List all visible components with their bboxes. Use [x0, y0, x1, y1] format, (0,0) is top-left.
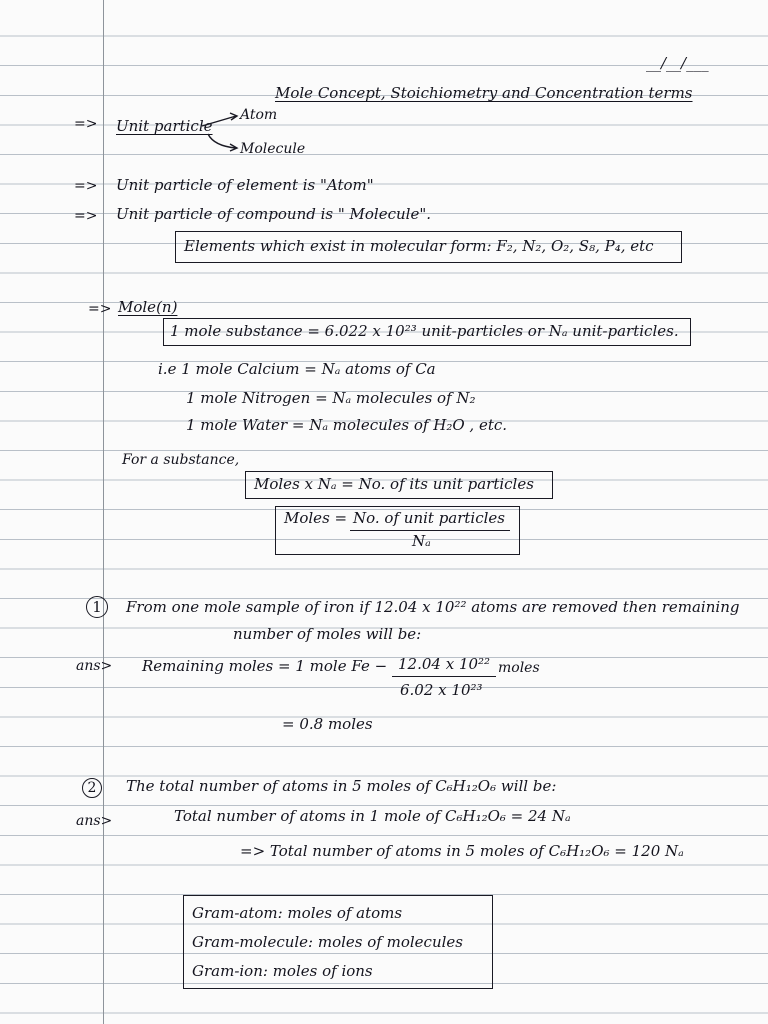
q2-ans-line1: Total number of atoms in 1 mole of C₆H₁₂O₆ = 24 Nₐ — [174, 807, 571, 825]
example-water: 1 mole Water = Nₐ molecules of H₂O , etc. — [186, 416, 508, 434]
gram-ion: Gram-ion: moles of ions — [192, 962, 373, 980]
q2-ans-label: ans> — [76, 813, 113, 829]
q1-line2: number of moles will be: — [233, 625, 422, 643]
point-molecule: Unit particle of compound is " Molecule". — [116, 205, 432, 223]
formula-text: Moles x Nₐ = No. of its unit particles — [254, 475, 534, 493]
moles-denominator: Nₐ — [412, 532, 431, 550]
mole-heading: Mole(n) — [118, 298, 178, 316]
q1-ans-left: Remaining moles = 1 mole Fe − — [142, 657, 388, 675]
page-title: Mole Concept, Stoichiometry and Concentration terms — [275, 84, 693, 102]
q1-line1: From one mole sample of iron if 12.04 x 10²² atoms are removed then remaining — [126, 598, 740, 616]
gram-molecule: Gram-molecule: moles of molecules — [192, 933, 463, 951]
margin-line — [103, 0, 104, 1024]
q2-line1: The total number of atoms in 5 moles of C₆H₁₂O₆ will be: — [126, 777, 557, 795]
arrow-marker: => — [74, 208, 98, 224]
moles-label: Moles = — [284, 509, 348, 527]
mole-definition: 1 mole substance = 6.022 x 10²³ unit-particles or Nₐ unit-particles. — [170, 322, 679, 340]
arrow-marker: => — [74, 116, 98, 132]
branch-atom: Atom — [240, 107, 278, 123]
point-atom: Unit particle of element is "Atom" — [116, 176, 374, 194]
question-number-2: 2 — [82, 778, 102, 798]
q1-result: = 0.8 moles — [282, 715, 373, 733]
for-substance: For a substance, — [122, 452, 240, 468]
question-number-1: 1 — [86, 596, 108, 618]
example-nitrogen: 1 mole Nitrogen = Nₐ molecules of N₂ — [186, 389, 476, 407]
fraction-bar — [392, 676, 496, 677]
q2-ans-line2: => Total number of atoms in 5 moles of C₆H₁₂O₆ = 120 Nₐ — [240, 842, 684, 860]
arrow-marker: => — [74, 178, 98, 194]
unit-particle-label: Unit particle — [116, 117, 213, 135]
date-field: __/__/___ — [646, 54, 709, 72]
gram-atom: Gram-atom: moles of atoms — [192, 904, 403, 922]
arrow-marker: => — [88, 301, 112, 317]
q1-ans-numerator: 12.04 x 10²² — [398, 655, 491, 673]
branch-molecule: Molecule — [240, 141, 306, 157]
q1-ans-label: ans> — [76, 658, 113, 674]
example-calcium: i.e 1 mole Calcium = Nₐ atoms of Ca — [158, 360, 436, 378]
molecular-form-text: Elements which exist in molecular form: F₂, N₂, O₂, S₈, P₄, etc — [184, 237, 654, 255]
q1-ans-unit: moles — [498, 660, 540, 676]
q1-ans-denominator: 6.02 x 10²³ — [400, 681, 483, 699]
moles-numerator: No. of unit particles — [353, 509, 506, 527]
